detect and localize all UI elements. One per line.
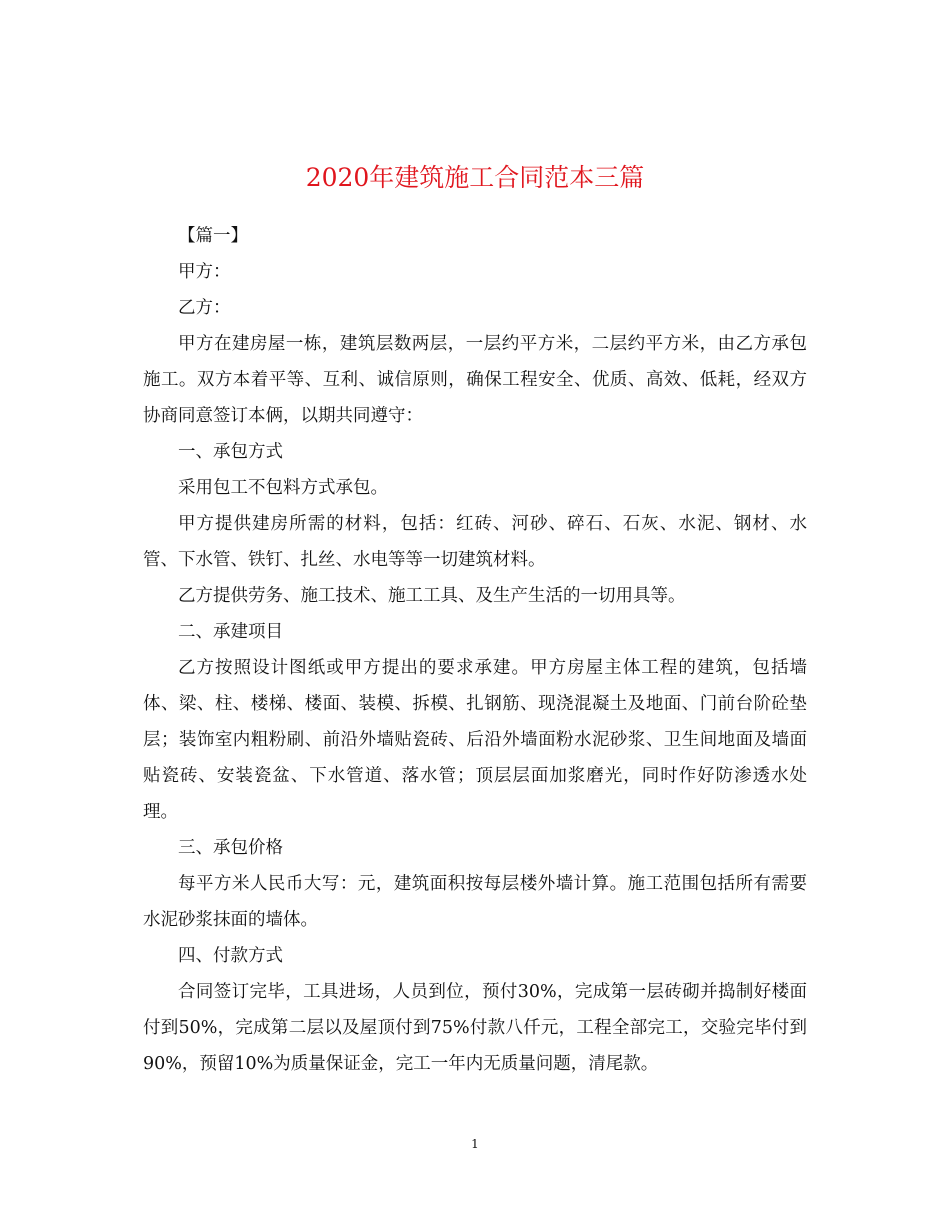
- materials-paragraph: 甲方提供建房所需的材料，包括：红砖、河砂、碎石、石灰、水泥、钢材、水管、下水管、铁钉、扎丝、水电等等一切建筑材料。: [143, 514, 807, 570]
- intro-paragraph: 甲方在建房屋一栋，建筑层数两层，一层约平方米，二层约平方米，由乙方承包施工。双方本着平等、互利、诚信原则，确保工程安全、优质、高效、低耗，经双方协商同意签订本俩，以期共同遵守：: [143, 334, 807, 426]
- clause-heading-price: 三、承包价格: [178, 838, 283, 858]
- payment-paragraph: 合同签订完毕，工具进场，人员到位，预付30%，完成第一层砖砌并捣制好楼面付到50%，完成第二层以及屋顶付到75%付款八仟元，工程全部完工，交验完毕付到90%，预留10%为质量保证金，完工一年内无质量问题，清尾款。: [143, 982, 807, 1074]
- project-scope-paragraph: 乙方按照设计图纸或甲方提出的要求承建。甲方房屋主体工程的建筑，包括墙体、梁、柱、楼梯、楼面、装模、拆模、扎钢筋、现浇混凝土及地面、门前台阶砼垫层；装饰室内粗粉刷、前沿外墙贴瓷砖、后沿外墙面粉水泥砂浆、卫生间地面及墙面贴瓷砖、安装瓷盆、下水管道、落水管；顶层层面加浆磨光，同时作好防渗透水处理。: [143, 658, 807, 822]
- document-title: 2020年建筑施工合同范本三篇: [305, 162, 645, 192]
- price-paragraph: 每平方米人民币大写：元，建筑面积按每层楼外墙计算。施工范围包括所有需要水泥砂浆抹面的墙体。: [143, 874, 807, 930]
- labor-paragraph: 乙方提供劳务、施工技术、施工工具、及生产生活的一切用具等。: [178, 586, 686, 606]
- clause-heading-contract-mode: 一、承包方式: [178, 442, 283, 462]
- clause-heading-payment: 四、付款方式: [178, 946, 283, 966]
- section-heading-part-one: 【篇一】: [178, 226, 248, 246]
- party-b-line: 乙方：: [178, 298, 231, 318]
- clause-heading-project-scope: 二、承建项目: [178, 622, 283, 642]
- page-number: 1: [471, 1137, 479, 1151]
- party-a-line: 甲方：: [178, 262, 231, 282]
- contract-mode-paragraph: 采用包工不包料方式承包。: [178, 478, 388, 498]
- document-body: [143, 218, 807, 1082]
